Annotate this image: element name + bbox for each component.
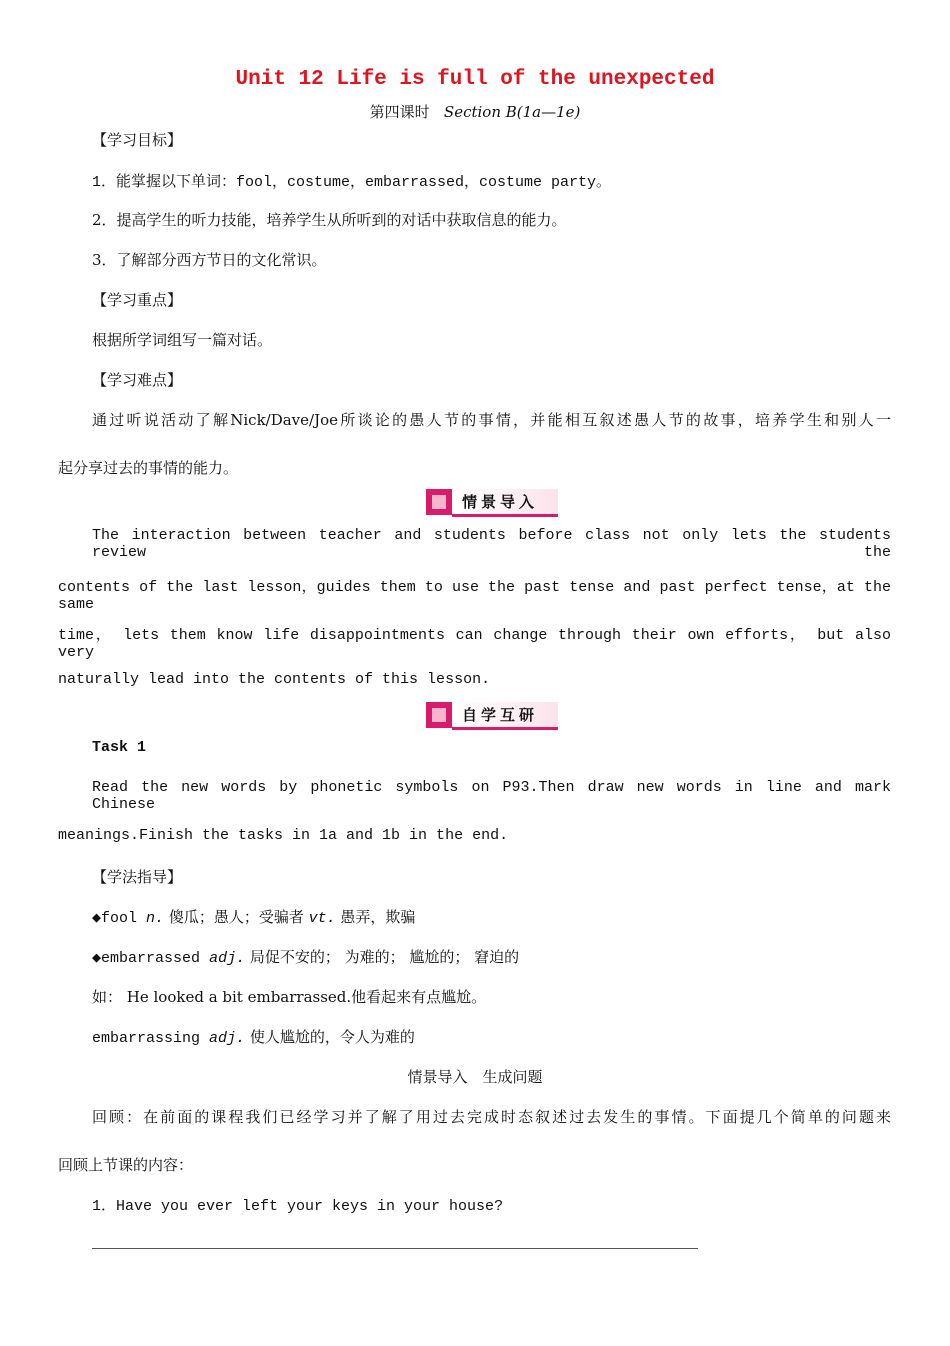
objectives-heading: 【学习目标】 bbox=[92, 131, 183, 149]
task-heading: Task 1 bbox=[92, 739, 147, 756]
answer-blank-line[interactable] bbox=[92, 1248, 698, 1249]
scenario-line: naturally lead into the contents of this lesson. bbox=[58, 671, 491, 688]
vocab-word: ◆fool bbox=[92, 910, 147, 927]
task-text-line1: Read the new words by phonetic symbols on P93.Then draw new words in line and mark Chinese bbox=[92, 779, 891, 813]
vocab-pos: n. bbox=[146, 910, 165, 927]
question-item: 1．Have you ever left your keys in your house? bbox=[92, 1198, 504, 1215]
section-badge-scenario bbox=[426, 489, 558, 517]
vocab-meaning: 局促不安的； 为难的； 尴尬的； 窘迫的 bbox=[245, 948, 520, 966]
lesson-number: 第四课时 bbox=[369, 103, 430, 121]
badge-square-icon bbox=[426, 702, 452, 728]
vocab-fool bbox=[92, 906, 415, 927]
focus-heading: 【学习重点】 bbox=[92, 291, 183, 309]
difficulty-text-line1: 通过听说活动了解Nick/Dave/Joe所谈论的愚人节的事情，并能相互叙述愚人节的故事，培养学生和别人一 bbox=[92, 411, 891, 429]
vocab-pos: adj. bbox=[209, 950, 246, 967]
badge-label: 自学互研 bbox=[462, 706, 539, 724]
section-badge-selfstudy bbox=[426, 702, 558, 730]
vocab-meaning: 愚弄，欺骗 bbox=[335, 908, 416, 926]
badge-square-icon bbox=[426, 489, 452, 515]
vocab-embarrassing bbox=[92, 1026, 415, 1047]
focus-text: 根据所学词组写一篇对话。 bbox=[92, 331, 273, 349]
vocab-pos: adj. bbox=[209, 1030, 246, 1047]
vocab-embarrassed bbox=[92, 946, 519, 967]
intro-heading: 情景导入 生成问题 bbox=[407, 1068, 543, 1086]
objective-item: 1．能掌握以下单词：fool，costume，embarrassed，costume party。 bbox=[92, 174, 612, 191]
lesson-subtitle bbox=[0, 101, 950, 122]
vocab-meaning: 使人尴尬的，令人为难的 bbox=[245, 1028, 415, 1046]
objective-item: 3．了解部分西方节日的文化常识。 bbox=[92, 251, 327, 269]
section-label: Section B(1a—1e) bbox=[443, 103, 581, 121]
guide-heading: 【学法指导】 bbox=[92, 868, 183, 886]
intro-text-line2: 回顾上节课的内容： bbox=[58, 1156, 194, 1174]
scenario-line: time， lets them know life disappointments can change through their own efforts， but also very bbox=[58, 627, 891, 661]
vocab-meaning: 傻瓜；愚人；受骗者 bbox=[164, 908, 309, 926]
vocab-pos: vt. bbox=[308, 910, 336, 927]
vocab-example: 如： He looked a bit embarrassed.他看起来有点尴尬。 bbox=[92, 988, 487, 1006]
scenario-line: The interaction between teacher and students before class not only lets the students review the bbox=[92, 527, 891, 561]
document-title: Unit 12 Life is full of the unexpected bbox=[235, 68, 715, 91]
vocab-word: ◆embarrassed bbox=[92, 950, 210, 967]
objective-item: 2．提高学生的听力技能，培养学生从所听到的对话中获取信息的能力。 bbox=[92, 211, 567, 229]
intro-text-line1: 回顾：在前面的课程我们已经学习并了解了用过去完成时态叙述过去发生的事情。下面提几个简单的问题来 bbox=[92, 1108, 891, 1126]
badge-underline bbox=[452, 727, 558, 730]
vocab-word: embarrassing bbox=[92, 1030, 210, 1047]
difficulty-text-line2: 起分享过去的事情的能力。 bbox=[58, 459, 239, 477]
task-text-line2: meanings.Finish the tasks in 1a and 1b in the end. bbox=[58, 827, 509, 844]
badge-underline bbox=[452, 514, 558, 517]
badge-label: 情景导入 bbox=[462, 493, 539, 511]
scenario-line: contents of the last lesson，guides them to use the past tense and past perfect tense，at the same bbox=[58, 579, 891, 613]
difficulty-heading: 【学习难点】 bbox=[92, 371, 183, 389]
